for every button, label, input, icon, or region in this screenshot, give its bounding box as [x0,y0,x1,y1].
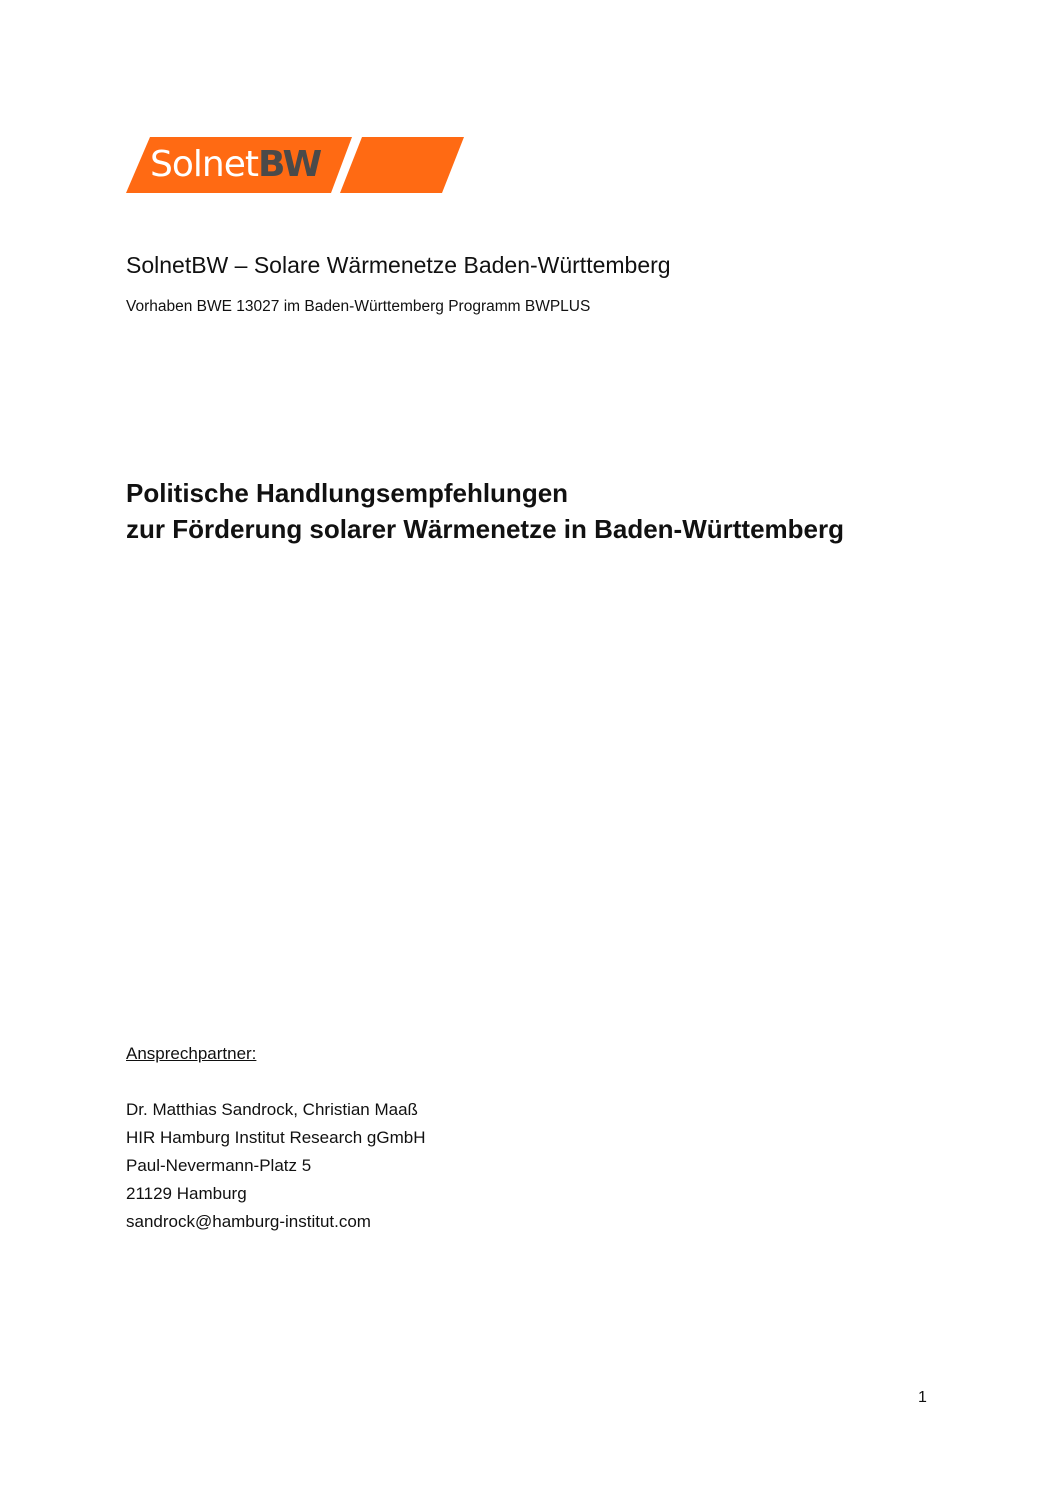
page-number: 1 [918,1389,927,1406]
contact-street: Paul-Nevermann-Platz 5 [126,1156,312,1175]
project-title: SolnetBW – Solare Wärmenetze Baden-Württemberg [126,252,671,278]
project-subtitle: Vorhaben BWE 13027 im Baden-Württemberg Programm BWPLUS [126,298,591,315]
logo-wordmark [150,143,321,187]
solnetbw-logo [126,137,464,193]
contact-organization: HIR Hamburg Institut Research gGmbH [126,1128,426,1147]
contact-names: Dr. Matthias Sandrock, Christian Maaß [126,1100,418,1119]
contact-heading: Ansprechpartner: [126,1044,257,1063]
contact-block [126,1040,426,1236]
contact-email[interactable]: sandrock@hamburg-institut.com [126,1212,371,1231]
contact-city: 21129 Hamburg [126,1184,247,1203]
logo-text-solnet: Solnet [150,144,258,185]
document-title [126,475,844,547]
document-title-line1: Politische Handlungsempfehlungen [126,478,569,508]
document-title-line2: zur Förderung solarer Wärmenetze in Baden-Württemberg [126,514,844,544]
logo-text-bw: BW [257,144,322,185]
